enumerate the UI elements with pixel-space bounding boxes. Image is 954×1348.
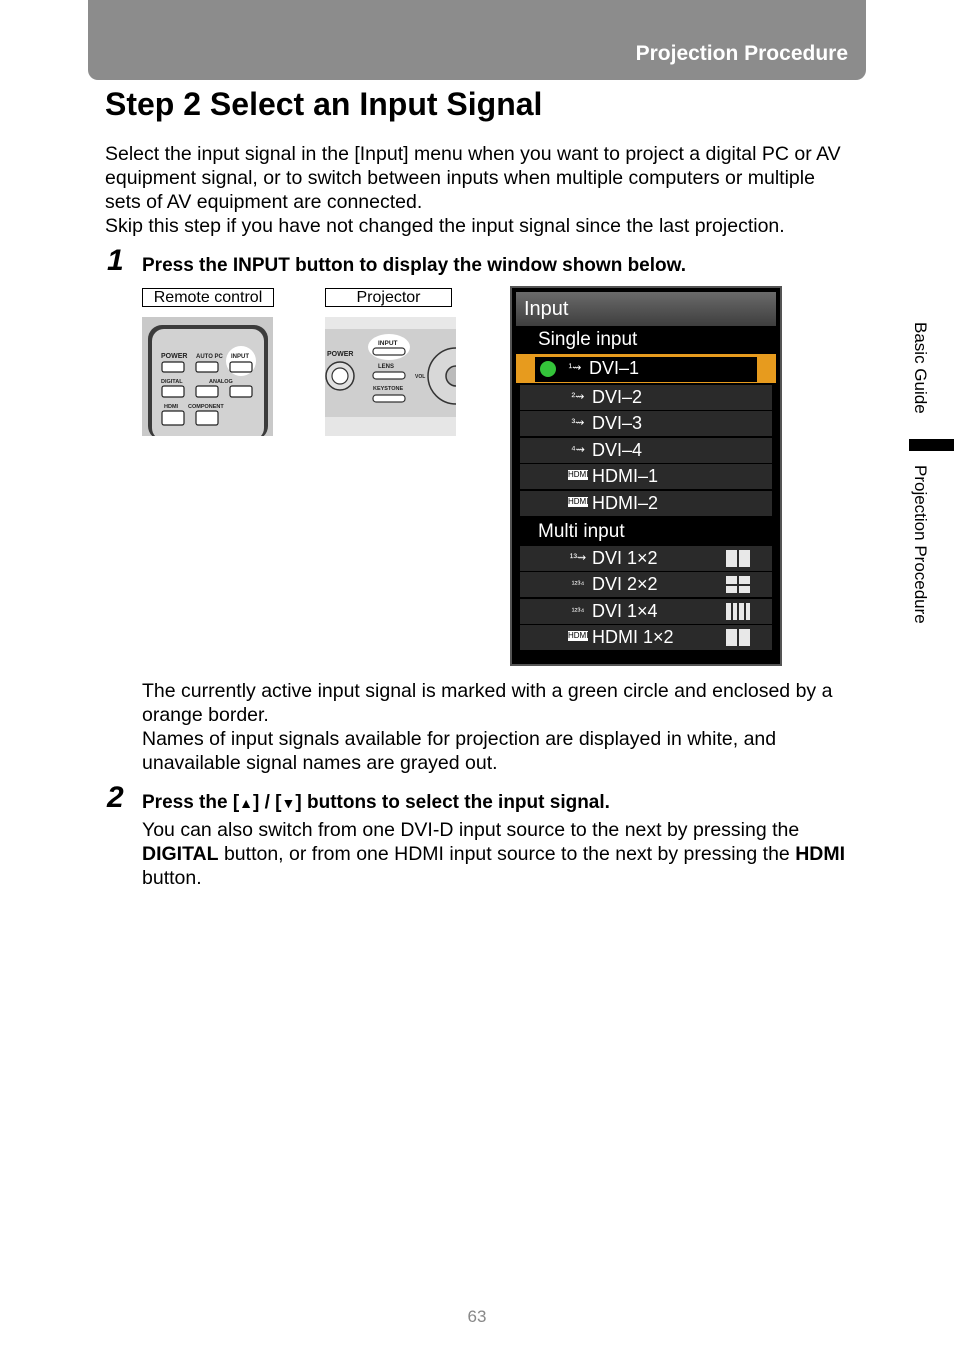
- intro-paragraph-2: Skip this step if you have not changed the input signal since the last projection.: [105, 215, 785, 237]
- side-tab-basic-guide[interactable]: Basic Guide: [911, 322, 930, 414]
- step-2-heading-pre: Press the [: [142, 792, 240, 813]
- projector-label-input: INPUT: [378, 340, 398, 347]
- step-2-heading-mid: ] / [: [253, 792, 282, 813]
- menu-item-dvi-1x4[interactable]: [520, 599, 772, 624]
- side-tab-projection-procedure[interactable]: Projection Procedure: [911, 465, 930, 624]
- layout-2x2-icon: [726, 576, 750, 593]
- dvi-icon: ²⇝: [571, 390, 585, 403]
- menu-item-label: HDMI–2: [592, 492, 659, 513]
- menu-item-dvi-2[interactable]: [520, 385, 772, 410]
- hdmi-icon: HDMI: [568, 470, 589, 480]
- remote-label-input: INPUT: [231, 354, 249, 360]
- projector-panel-illustration: [325, 317, 456, 436]
- step-1-desc-2: Names of input signals available for projection are displayed in white, and unavailable signal names are grayed out.: [142, 728, 777, 774]
- step-2-number: 2: [107, 781, 124, 814]
- remote-label-digital: DIGITAL: [161, 379, 183, 385]
- menu-item-hdmi-2[interactable]: [520, 491, 772, 516]
- projector-label-power: POWER: [327, 351, 354, 358]
- step-2-description: [142, 818, 857, 890]
- remote-label-component: COMPONENT: [188, 404, 224, 410]
- remote-label-analog: ANALOG: [209, 379, 233, 385]
- active-signal-dot-icon: [540, 361, 556, 377]
- menu-item-label: DVI 1×2: [592, 547, 658, 568]
- remote-caption: Remote control: [142, 288, 274, 307]
- menu-item-hdmi-1[interactable]: [520, 464, 772, 489]
- step-2-body-1: You can also switch from one DVI-D input source to the next by pressing the: [142, 819, 800, 841]
- step-1-heading: Press the INPUT button to display the window shown below.: [142, 255, 686, 276]
- hdmi-button-name: HDMI: [795, 843, 846, 865]
- dvi-icon: ¹³⇝: [569, 551, 587, 564]
- multi-input-section: Multi input: [516, 518, 776, 545]
- menu-item-dvi-2x2[interactable]: [520, 572, 772, 597]
- single-input-section: Single input: [516, 326, 776, 353]
- dvi-icon: ¹²³⁴: [571, 579, 585, 590]
- projector-panel-image: [325, 317, 456, 436]
- menu-item-label: DVI–1: [589, 358, 640, 378]
- menu-item-dvi-1x2[interactable]: [520, 546, 772, 571]
- side-tab-marker: [909, 439, 954, 451]
- dvi-icon: ⁴⇝: [571, 443, 585, 456]
- step-2-heading: [142, 792, 610, 814]
- projector-caption: Projector: [325, 288, 452, 307]
- remote-label-autopc: AUTO PC: [196, 354, 223, 360]
- input-menu: [510, 286, 782, 666]
- down-arrow-icon: ▼: [281, 795, 296, 811]
- step-1-number: 1: [107, 244, 124, 277]
- page-title: Step 2 Select an Input Signal: [105, 86, 543, 122]
- intro-paragraph-1: Select the input signal in the [Input] menu when you want to project a digital PC or AV equipment signal, or to switch between inputs when multiple computers or multiple sets of AV equipment are connected.: [105, 143, 841, 213]
- menu-title: Input: [516, 292, 776, 326]
- menu-item-hdmi-1x2[interactable]: [520, 625, 772, 650]
- menu-item-label: HDMI 1×2: [592, 627, 674, 648]
- up-arrow-icon: ▲: [239, 795, 254, 811]
- step-2-body-2: button, or from one HDMI input source to the next by pressing the: [218, 843, 796, 865]
- menu-item-dvi-4[interactable]: [520, 438, 772, 463]
- dvi-icon: ¹²³⁴: [571, 605, 585, 616]
- hdmi-icon: HDMI: [568, 631, 589, 641]
- remote-control-illustration: [142, 317, 273, 436]
- menu-item-label: DVI 1×4: [592, 600, 658, 621]
- projector-label-vol: VOL: [415, 374, 426, 380]
- hdmi-icon: HDMI: [568, 496, 589, 506]
- section-title: Projection Procedure: [635, 42, 848, 65]
- step-2-body-3: button.: [142, 867, 202, 889]
- dvi-icon: ³⇝: [571, 417, 585, 430]
- dvi-icon: ¹⇝: [568, 362, 582, 374]
- remote-control-image: [142, 317, 273, 436]
- step-1-desc-1: The currently active input signal is marked with a green circle and enclosed by a orange border.: [142, 680, 833, 726]
- digital-button-name: DIGITAL: [142, 843, 219, 865]
- menu-item-dvi-3[interactable]: [520, 411, 772, 436]
- page-number: 63: [467, 1307, 487, 1326]
- step-2-heading-post: ] buttons to select the input signal.: [295, 792, 610, 813]
- header-bar: [88, 0, 866, 80]
- menu-item-label: HDMI–1: [592, 466, 659, 487]
- layout-1x4-icon: [726, 603, 750, 620]
- intro-text: [105, 142, 855, 238]
- menu-item-dvi-1[interactable]: [516, 354, 776, 383]
- layout-1x2-icon: [726, 629, 750, 646]
- menu-item-label: DVI–2: [592, 386, 643, 407]
- remote-label-hdmi: HDMI: [164, 404, 179, 410]
- menu-item-label: DVI 2×2: [592, 574, 658, 595]
- step-1-description: [142, 679, 857, 775]
- menu-item-label: DVI–3: [592, 413, 643, 434]
- menu-item-label: DVI–4: [592, 439, 643, 460]
- projector-label-keystone: KEYSTONE: [373, 386, 404, 392]
- layout-1x2-icon: [726, 550, 750, 567]
- projector-label-lens: LENS: [378, 364, 395, 370]
- remote-label-power: POWER: [161, 353, 188, 360]
